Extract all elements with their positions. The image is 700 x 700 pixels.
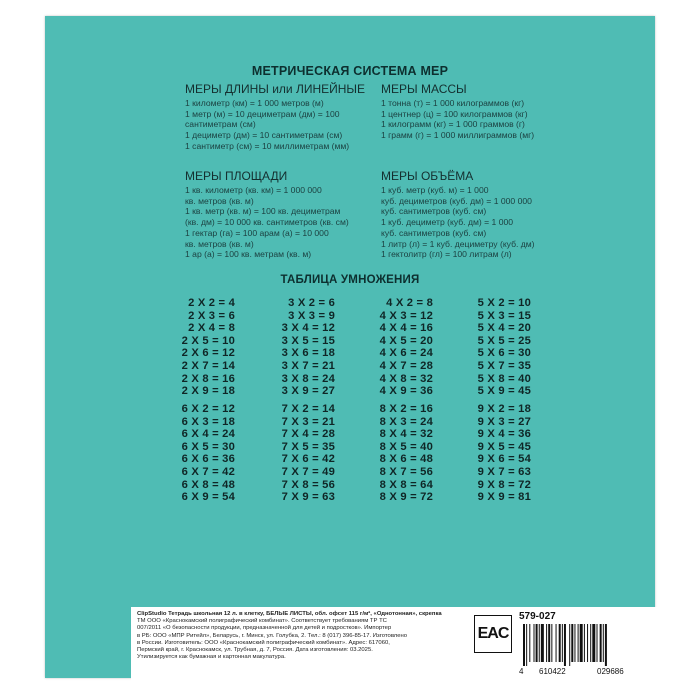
multiplication-column (257, 297, 335, 398)
barcode-digit-group: 029686 (597, 667, 624, 676)
multiplication-row: 7 X 6 = 42 (281, 453, 335, 466)
barcode-bar (587, 624, 588, 662)
label-line: в России. Изготовитель: ООО «Краснокамский полиграфический комбинат». Адрес: 617060, (137, 639, 390, 646)
barcode-bar (556, 624, 557, 662)
multiplication-row: 7 X 9 = 63 (281, 491, 335, 504)
volume-line: куб. дециметров (куб. дм) = 1 000 000 (381, 195, 532, 206)
barcode-bar (564, 624, 566, 666)
multiplication-row: 8 X 3 = 24 (379, 415, 433, 428)
multiplication-column (157, 297, 235, 398)
multiplication-row: 8 X 4 = 32 (379, 428, 433, 441)
barcode-bar (600, 624, 602, 662)
area-block (185, 169, 349, 260)
label-line: ТМ ООО «Краснокамский полиграфический комбинат». Соответствует требованиям ТР ТС (137, 618, 387, 625)
area-line: кв. метров (кв. м) (185, 238, 254, 249)
multiplication-row: 3 X 9 = 27 (281, 385, 335, 398)
multiplication-row: 6 X 7 = 42 (181, 465, 235, 478)
label-line: Пермский край, г. Краснокамск, ул. Трубная, д. 7, Россия. Дата изготовления: 03.2025. (137, 647, 373, 654)
multiplication-row: 5 X 2 = 10 (477, 297, 531, 309)
barcode-bar (590, 624, 591, 662)
multiplication-row: 9 X 8 = 72 (477, 478, 531, 491)
volume-line: куб. сантиметров (куб. см) (381, 227, 487, 238)
area-heading: МЕРЫ ПЛОЩАДИ (185, 169, 288, 183)
multiplication-row: 2 X 5 = 10 (181, 334, 235, 347)
barcode-bar (597, 624, 598, 662)
multiplication-column (157, 403, 235, 504)
multiplication-row: 9 X 3 = 27 (477, 415, 531, 428)
multiplication-row: 7 X 8 = 56 (281, 478, 335, 491)
multiplication-row: 2 X 6 = 12 (181, 347, 235, 360)
area-line: кв. метров (кв. м) (185, 195, 254, 206)
multiplication-column (257, 403, 335, 504)
volume-line: 1 литр (л) = 1 куб. дециметру (куб. дм) (381, 238, 535, 249)
multiplication-row: 4 X 4 = 16 (379, 322, 433, 335)
multiplication-row: 3 X 4 = 12 (281, 322, 335, 335)
barcode-bar (569, 624, 570, 666)
volume-line: 1 куб. метр (куб. м) = 1 000 (381, 185, 489, 195)
barcode-bar (559, 624, 561, 662)
length-line: 1 метр (м) = 10 дециметрам (дм) = 100 (185, 108, 340, 119)
multiplication-row: 8 X 8 = 64 (379, 478, 433, 491)
area-line: 1 кв. километр (кв. км) = 1 000 000 (185, 185, 322, 195)
multiplication-title: ТАБЛИЦА УМНОЖЕНИЯ (280, 274, 420, 286)
barcode-digit-group: 610422 (539, 667, 566, 676)
multiplication-row: 4 X 8 = 32 (379, 372, 433, 385)
label-line: 007/2011 «О безопасности продукции, предназначенной для детей и подростков». Импортер (137, 625, 392, 632)
multiplication-column (453, 403, 531, 504)
label-line: Утилизируется как бумажная и картонная макулатура. (137, 654, 286, 661)
mass-heading: МЕРЫ МАССЫ (381, 82, 467, 96)
barcode-bar (571, 624, 573, 662)
barcode-bar (578, 624, 579, 662)
multiplication-column (355, 403, 433, 504)
multiplication-row: 7 X 5 = 35 (281, 440, 335, 453)
eac-mark: EAC (474, 615, 512, 653)
barcode-image (519, 624, 647, 666)
article-number: 579-027 (519, 611, 556, 622)
barcode-bar (574, 624, 575, 662)
barcode-bar (584, 624, 585, 662)
length-line: сантиметрам (см) (185, 119, 256, 130)
multiplication-column (453, 297, 531, 398)
multiplication-row: 8 X 5 = 40 (379, 440, 433, 453)
multiplication-row: 5 X 9 = 45 (477, 385, 531, 398)
mass-line: 1 грамм (г) = 1 000 миллиграммов (мг) (381, 130, 535, 141)
barcode-bar (534, 624, 535, 662)
area-line: 1 гектар (га) = 100 арам (а) = 10 000 (185, 227, 329, 238)
mass-block (381, 82, 534, 141)
multiplication-row: 8 X 7 = 56 (379, 465, 433, 478)
barcode-bar (541, 624, 544, 662)
multiplication-row: 5 X 4 = 20 (477, 322, 531, 335)
multiplication-row: 8 X 9 = 72 (379, 491, 433, 504)
multiplication-row: 6 X 9 = 54 (181, 491, 235, 504)
multiplication-row: 5 X 7 = 35 (477, 359, 531, 372)
multiplication-row: 5 X 3 = 15 (477, 309, 531, 322)
barcode-bar (562, 624, 563, 662)
barcode-bar (551, 624, 552, 662)
label-text (137, 611, 459, 661)
multiplication-row: 9 X 9 = 81 (477, 491, 531, 504)
multiplication-row: 2 X 3 = 6 (188, 309, 235, 322)
length-heading: МЕРЫ ДЛИНЫ или ЛИНЕЙНЫЕ (185, 82, 366, 96)
barcode-bar (539, 624, 540, 662)
metric-title: МЕТРИЧЕСКАЯ СИСТЕМА МЕР (251, 64, 449, 78)
barcode-bar (526, 624, 527, 666)
notebook-cover (45, 16, 655, 678)
multiplication-row: 4 X 5 = 20 (379, 334, 433, 347)
multiplication-row: 4 X 3 = 12 (379, 309, 433, 322)
multiplication-row: 2 X 2 = 4 (188, 297, 235, 309)
multiplication-row: 4 X 6 = 24 (379, 347, 433, 360)
length-line: 1 сантиметр (см) = 10 миллиметрам (мм) (185, 140, 350, 151)
area-line: 1 кв. метр (кв. м) = 100 кв. дециметрам (185, 206, 341, 217)
multiplication-row: 7 X 2 = 14 (281, 403, 335, 415)
multiplication-row: 6 X 2 = 12 (181, 403, 235, 415)
barcode-bar (592, 624, 595, 662)
multiplication-row: 3 X 2 = 6 (288, 297, 335, 309)
mass-line: 1 тонна (т) = 1 000 килограммов (кг) (381, 98, 525, 108)
multiplication-row: 4 X 2 = 8 (386, 297, 433, 309)
label-headline: ClipStudio Тетрадь школьная 12 л. в клетку, БЕЛЫЕ ЛИСТЫ, обл. офсет 115 г/м², «Однотонная», скрепка (137, 611, 442, 617)
multiplication-row: 5 X 8 = 40 (477, 372, 531, 385)
barcode-bar (603, 624, 604, 662)
multiplication-row: 8 X 2 = 16 (379, 403, 433, 415)
multiplication-row: 7 X 7 = 49 (281, 465, 335, 478)
barcode-bar (529, 624, 530, 662)
multiplication-row: 3 X 6 = 18 (281, 347, 335, 360)
mass-line: 1 килограмм (кг) = 1 000 граммов (г) (381, 119, 525, 130)
multiplication-row: 3 X 8 = 24 (281, 372, 335, 385)
multiplication-row: 6 X 8 = 48 (181, 478, 235, 491)
multiplication-row: 4 X 7 = 28 (379, 359, 433, 372)
volume-block (381, 169, 535, 260)
multiplication-row: 7 X 4 = 28 (281, 428, 335, 441)
multiplication-row: 9 X 2 = 18 (477, 403, 531, 415)
multiplication-row: 9 X 5 = 45 (477, 440, 531, 453)
volume-line: 1 куб. дециметр (куб. дм) = 1 000 (381, 217, 514, 228)
multiplication-row: 6 X 6 = 36 (181, 453, 235, 466)
multiplication-row: 6 X 3 = 18 (181, 415, 235, 428)
volume-line: куб. сантиметров (куб. см) (381, 206, 487, 217)
multiplication-row: 3 X 7 = 21 (281, 359, 335, 372)
multiplication-row: 2 X 4 = 8 (188, 322, 235, 335)
multiplication-row: 8 X 6 = 48 (379, 453, 433, 466)
barcode-bar (605, 624, 607, 666)
area-line: (кв. дм) = 10 000 кв. сантиметров (кв. см) (185, 217, 349, 228)
multiplication-row: 9 X 6 = 54 (477, 453, 531, 466)
multiplication-row: 3 X 3 = 9 (288, 309, 335, 322)
multiplication-row: 4 X 9 = 36 (379, 385, 433, 398)
multiplication-row: 5 X 6 = 30 (477, 347, 531, 360)
multiplication-row: 7 X 3 = 21 (281, 415, 335, 428)
barcode-bar (580, 624, 583, 662)
barcode-bar (536, 624, 538, 662)
barcode-bar (548, 624, 550, 662)
length-line: 1 дециметр (дм) = 10 сантиметрам (см) (185, 130, 343, 141)
multiplication-row: 6 X 5 = 30 (181, 440, 235, 453)
barcode-bar (546, 624, 547, 662)
multiplication-row: 6 X 4 = 24 (181, 428, 235, 441)
area-line: 1 ар (а) = 100 кв. метрам (кв. м) (185, 249, 312, 260)
length-block (185, 82, 365, 152)
label-line: в РБ: ООО «МПР Ритейл», Беларусь, г. Минск, ул. Голубка, 2. Тел.: 8 (017) 396-85-17. Изготовлено (137, 632, 408, 639)
multiplication-row: 2 X 7 = 14 (181, 359, 235, 372)
multiplication-row: 9 X 4 = 36 (477, 428, 531, 441)
multiplication-row: 2 X 9 = 18 (181, 385, 235, 398)
barcode-digit-group: 4 (519, 667, 524, 676)
multiplication-row: 5 X 5 = 25 (477, 334, 531, 347)
barcode-bar (523, 624, 525, 666)
product-label (131, 607, 659, 681)
volume-line: 1 гектолитр (гл) = 100 литрам (л) (381, 249, 512, 260)
multiplication-row: 2 X 8 = 16 (181, 372, 235, 385)
multiplication-row: 9 X 7 = 63 (477, 465, 531, 478)
length-line: 1 километр (км) = 1 000 метров (м) (185, 98, 324, 108)
volume-heading: МЕРЫ ОБЪЁМА (381, 169, 474, 183)
multiplication-column (355, 297, 433, 398)
multiplication-row: 3 X 5 = 15 (281, 334, 335, 347)
mass-line: 1 центнер (ц) = 100 килограммов (кг) (381, 108, 528, 119)
